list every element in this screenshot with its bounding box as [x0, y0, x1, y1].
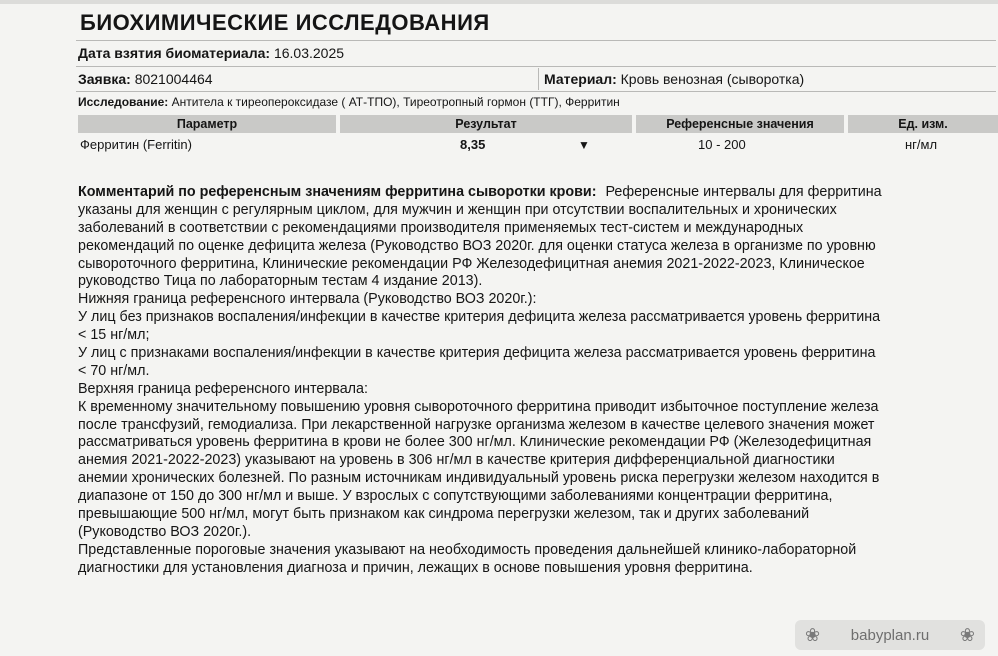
comment-line: анемии хронических болезней. По разным источникам индивидуальный уровень риска перегрузки железом находится в	[78, 470, 880, 487]
sample-date-row	[78, 45, 344, 61]
comment-line: указаны для женщин с регулярным циклом, для мужчин и женщин при отсутствии воспалительных и хронических	[78, 201, 837, 218]
study-value: Антитела к тиреопероксидазе ( АТ-ТПО), Тиреотропный гормон (ТТГ), Ферритин	[171, 95, 620, 109]
comment-line	[78, 184, 998, 202]
comment-line: Верхняя граница референсного интервала:	[78, 380, 368, 397]
col-header-unit: Ед. изм.	[848, 115, 998, 133]
material-value: Кровь венозная (сыворотка)	[620, 71, 805, 87]
comment-line: диапазоне от 150 до 300 нг/мл и выше. У взрослых с сопутствующими заболеваниями концентрации ферритина,	[78, 488, 833, 505]
scan-top-edge	[0, 0, 998, 4]
comment-line: заболеваний в соответствии с рекомендациями производителя применяемых тест-систем и международных	[78, 219, 804, 236]
col-header-parameter: Параметр	[78, 115, 336, 133]
comment-line: < 70 нг/мл.	[78, 362, 150, 379]
sample-date-label: Дата взятия биоматериала:	[78, 45, 271, 61]
cell-result: 8,35	[460, 137, 486, 152]
col-header-reference: Референсные значения	[636, 115, 844, 133]
order-label: Заявка:	[78, 71, 131, 87]
material-row	[544, 71, 804, 87]
clover-icon: ❀	[959, 625, 975, 645]
comment-line: У лиц с признаками воспаления/инфекции в качестве критерия дефицита железа рассматривается уровень ферритина	[78, 345, 876, 362]
low-flag-icon: ▼	[578, 138, 590, 152]
comment-line: (Руководство ВОЗ 2020г.).	[78, 523, 252, 540]
study-label: Исследование:	[78, 95, 169, 109]
comment-line: превышающие 500 нг/мл, могут быть признаком как синдрома перегрузки железом, так и других заболеваний	[78, 506, 810, 523]
comment-line: диагностики для установления диагноза и причин, лежащих в основе повышения уровня ферритина.	[78, 559, 753, 576]
cell-parameter: Ферритин (Ferritin)	[80, 137, 192, 152]
comment-line: рекомендаций по оценке дефицита железа (Руководство ВОЗ 2020г. для оценки статуса железа в организме по уровню	[78, 237, 876, 254]
comment-line: анемия 2021-2022-2023) указывают на уровень в 306 нг/мл в качестве критерия дифференциальной диагностики	[78, 452, 835, 469]
report-title: БИОХИМИЧЕСКИЕ ИССЛЕДОВАНИЯ	[80, 10, 490, 35]
cell-unit: нг/мл	[905, 137, 938, 152]
comment-line: после трансфузий, гемодиализа. При лекарственной нагрузке организма железом в качестве целевого значения может	[78, 416, 875, 433]
comment-line: К временному значительному повышению уровня сывороточного ферритина приводит избыточное поступление железа	[78, 398, 879, 415]
sample-date-value: 16.03.2025	[273, 45, 345, 61]
comment-line: < 15 нг/мл;	[78, 327, 150, 344]
title-underline	[76, 40, 996, 41]
col-header-result: Результат	[340, 115, 632, 133]
clover-icon: ❀	[805, 625, 821, 645]
date-row-divider	[76, 66, 996, 67]
order-row-divider	[76, 91, 996, 92]
comment-intro: Референсные интервалы для ферритина	[605, 184, 882, 200]
cell-reference: 10 - 200	[698, 137, 746, 152]
material-label: Материал:	[544, 71, 617, 87]
comment-line: сывороточного ферритина, Клинические рекомендации РФ Железодефицитная анемия 2021-2022-2023, Клиническое	[78, 255, 865, 272]
reference-comment	[78, 184, 998, 578]
study-row	[78, 95, 620, 109]
comment-line: руководство Тица по лабораторным тестам 4 издание 2013).	[78, 273, 483, 290]
comment-heading: Комментарий по референсным значениям ферритина сыворотки крови:	[78, 184, 597, 200]
comment-line: У лиц без признаков воспаления/инфекции в качестве критерия дефицита железа рассматривается уровень ферритина	[78, 309, 881, 326]
order-row	[78, 71, 213, 87]
comment-line: Нижняя граница референсного интервала (Руководство ВОЗ 2020г.):	[78, 291, 537, 308]
comment-line: Представленные пороговые значения указывают на необходимость проведения дальнейшей клинико-лабораторной	[78, 541, 857, 558]
watermark-text: babyplan.ru	[850, 626, 930, 644]
site-watermark	[795, 620, 985, 650]
comment-line: рассматриваться уровень ферритина в крови не более 300 нг/мл. Клинические рекомендации РФ (Железодефицитная	[78, 434, 872, 451]
order-value: 8021004464	[134, 71, 213, 87]
order-material-divider	[538, 68, 539, 90]
